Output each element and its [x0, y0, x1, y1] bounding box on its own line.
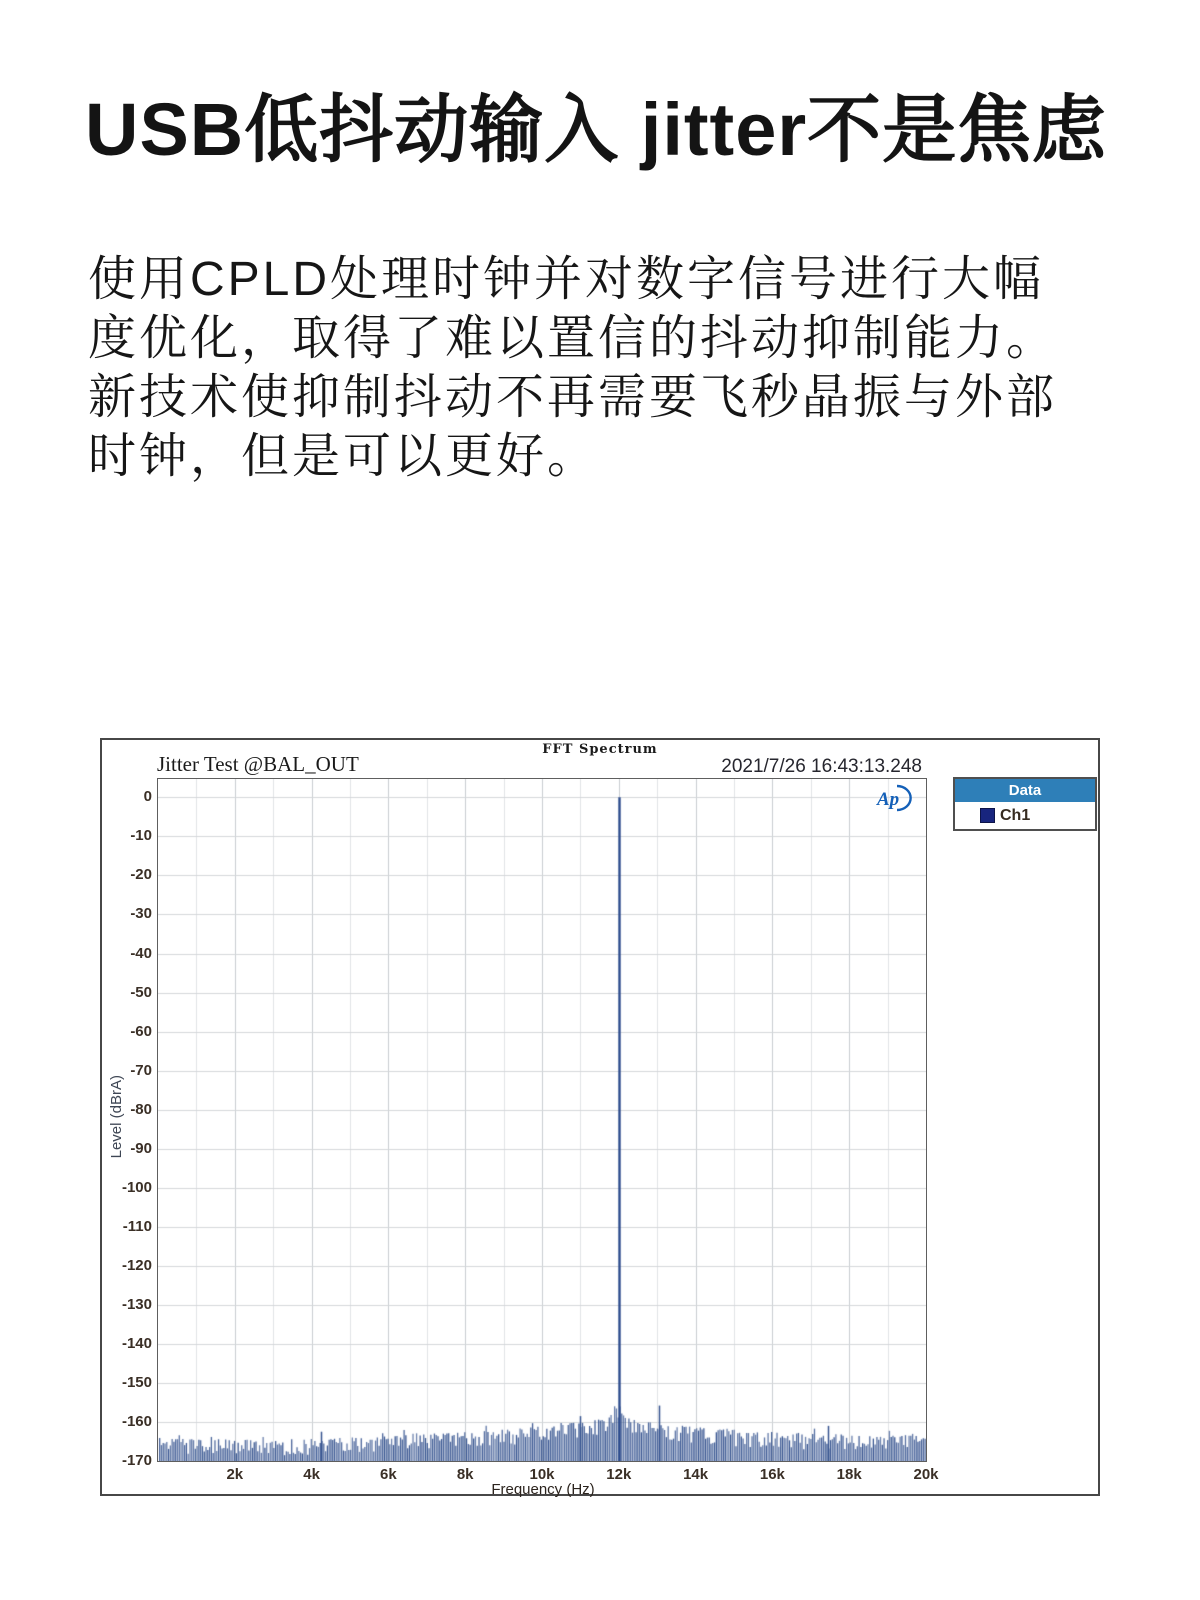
- y-tick-label: -140: [121, 1334, 152, 1352]
- chart-timestamp: 2021/7/26 16:43:13.248: [721, 756, 922, 777]
- fft-chart: [100, 738, 1100, 1496]
- y-tick-label: -100: [121, 1178, 152, 1196]
- paragraph-line: 时钟，但是可以更好。: [88, 430, 599, 483]
- intro-paragraph: [88, 250, 1108, 486]
- x-tick-label: 6k: [380, 1466, 397, 1483]
- ap-logo: [874, 784, 912, 812]
- chart-trace-title: Jitter Test @BAL_OUT: [157, 752, 359, 776]
- y-tick-label: -150: [121, 1373, 152, 1391]
- y-tick-label: -60: [130, 1022, 152, 1040]
- y-tick-label: -160: [121, 1412, 152, 1430]
- y-tick-label: -50: [130, 983, 152, 1001]
- legend-item-ch1: [955, 802, 1095, 829]
- svg-text:Ap: Ap: [877, 789, 900, 810]
- legend-header: Data: [955, 779, 1095, 802]
- paragraph-line: 新技术使抑制抖动不再需要飞秒晶振与外部: [88, 371, 1058, 424]
- x-tick-label: 18k: [836, 1466, 862, 1483]
- paragraph-line: 使用CPLD处理时钟并对数字信号进行大幅: [88, 253, 1045, 306]
- y-tick-label: -30: [130, 905, 152, 923]
- y-tick-label: -20: [130, 866, 152, 884]
- legend-box: [953, 777, 1097, 831]
- x-tick-label: 20k: [913, 1466, 939, 1483]
- ch1-label: Ch1: [1000, 806, 1031, 824]
- chart-window-title: FFT Spectrum: [542, 742, 658, 757]
- y-tick-label: 0: [143, 788, 152, 806]
- y-tick-label: -130: [121, 1295, 152, 1313]
- y-tick-label: -80: [130, 1100, 152, 1118]
- y-tick-label: -170: [121, 1452, 152, 1469]
- spectrum-canvas: [158, 779, 926, 1461]
- y-tick-label: -10: [130, 827, 152, 845]
- x-tick-label: 4k: [303, 1466, 320, 1483]
- x-tick-label: 16k: [759, 1466, 785, 1483]
- x-tick-label: 12k: [606, 1466, 632, 1483]
- plot-area: [157, 778, 927, 1462]
- y-tick-label: -40: [130, 944, 152, 962]
- y-tick-label: -110: [122, 1217, 152, 1235]
- x-tick-label: 8k: [456, 1466, 474, 1483]
- y-axis-label: Level (dBrA): [108, 1075, 125, 1159]
- x-tick-label: 14k: [683, 1466, 709, 1483]
- y-tick-label: -70: [130, 1061, 152, 1079]
- y-tick-label: -90: [130, 1139, 152, 1157]
- paragraph-line: 度优化，取得了难以置信的抖动抑制能力。: [88, 312, 1058, 365]
- x-tick-label: 10k: [529, 1466, 555, 1483]
- y-tick-label: -120: [121, 1256, 152, 1274]
- x-tick-label: 2k: [226, 1466, 244, 1483]
- ch1-color-swatch: [980, 808, 995, 823]
- page-title: USB低抖动输入 jitter不是焦虑: [85, 88, 1108, 171]
- x-axis-label: Frequency (Hz): [491, 1481, 595, 1498]
